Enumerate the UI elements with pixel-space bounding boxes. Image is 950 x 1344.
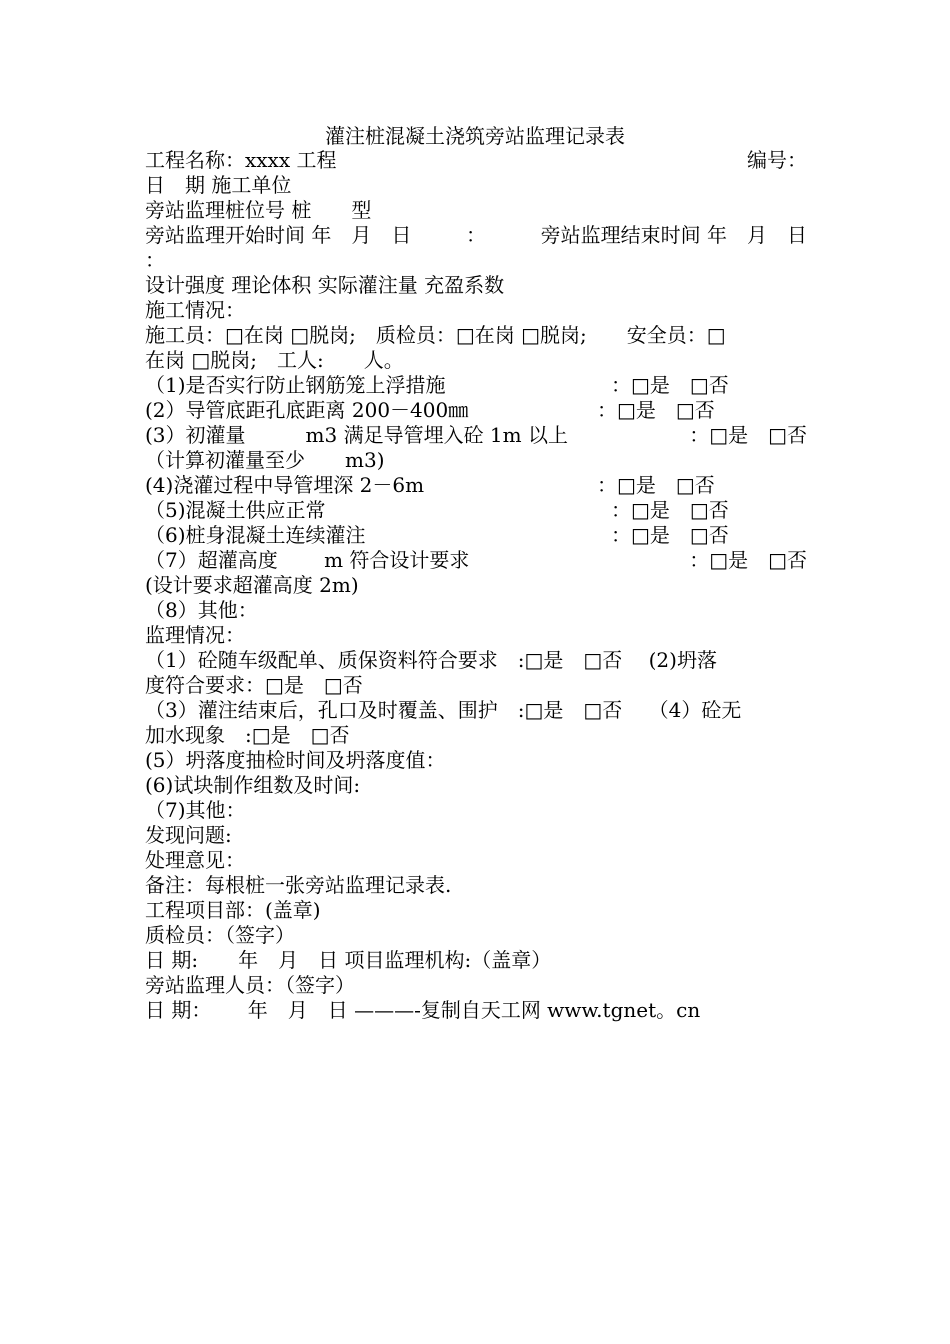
construction-item xyxy=(145,523,807,548)
construction-item-answer: ：□是 □否 xyxy=(611,523,729,547)
construction-item-answer: ：□是 □否 xyxy=(611,373,729,397)
construction-item xyxy=(145,498,807,523)
supervision-line-3: （3）灌注结束后，孔口及时覆盖、围护 :□是 □否 （4）砼无 xyxy=(145,698,742,722)
construction-item-text: （6)桩身混凝土连续灌注 xyxy=(145,523,366,547)
opinion-line: 处理意见： xyxy=(145,848,245,872)
date-line-1: 日 期: 年 月 日 项目监理机构:（盖章） xyxy=(145,948,552,972)
construction-item xyxy=(145,398,807,423)
construction-item-text: （5)混凝土供应正常 xyxy=(145,498,326,522)
problems-line: 发现问题: xyxy=(145,823,232,847)
supervision-line-2: 度符合要求：□是 □否 xyxy=(145,673,363,697)
construction-heading: 施工情况： xyxy=(145,298,245,322)
construction-item xyxy=(145,473,807,498)
construction-item xyxy=(145,598,807,623)
staff-line-2: 在岗 □脱岗; 工人: 人。 xyxy=(145,348,404,372)
end-time: 旁站监理结束时间 年 月 日 xyxy=(540,223,807,247)
construction-item-text: （8）其他： xyxy=(145,598,258,622)
construction-item-text: (4)浇灌过程中导管埋深 2－6m xyxy=(145,473,425,497)
end-colon: ： xyxy=(145,248,165,272)
pile-position-line: 旁站监理桩位号 桩 型 xyxy=(145,198,372,222)
supervision-line-5: (5）坍落度抽检时间及坍落度值： xyxy=(145,748,446,772)
supervision-line-6: (6)试块制作组数及时间: xyxy=(145,773,361,797)
supervisor-line: 旁站监理人员：（签字） xyxy=(145,973,355,997)
construction-item-answer: ：□是 □否 xyxy=(689,548,807,572)
staff-line-1: 施工员：□在岗 □脱岗; 质检员：□在岗 □脱岗; 安全员：□ xyxy=(145,323,726,347)
construction-item-text: （计算初灌量至少 m3) xyxy=(145,448,385,472)
construction-item-text: (设计要求超灌高度 2m) xyxy=(145,573,359,597)
construction-item-text: （7）超灌高度 m 符合设计要求 xyxy=(145,548,470,572)
project-dept-line: 工程项目部：(盖章) xyxy=(145,898,321,922)
supervision-line-1: （1）砼随车级配单、质保资料符合要求 :□是 □否 (2)坍落 xyxy=(145,648,717,672)
construction-item xyxy=(145,423,807,448)
supervision-line-7: （7)其他： xyxy=(145,798,246,822)
construction-item xyxy=(145,548,807,573)
supervision-heading: 监理情况： xyxy=(145,623,245,647)
design-line: 设计强度 理论体积 实际灌注量 充盈系数 xyxy=(145,273,505,297)
construction-item-text: （1)是否实行防止钢筋笼上浮措施 xyxy=(145,373,446,397)
construction-item-answer: ：□是 □否 xyxy=(611,498,729,522)
remark-line: 备注：每根桩一张旁站监理记录表. xyxy=(145,873,452,897)
construction-item xyxy=(145,573,807,598)
document-body xyxy=(145,148,807,1023)
construction-item-answer: ：□是 □否 xyxy=(597,473,715,497)
time-line xyxy=(145,223,807,248)
inspector-line: 质检员：（签字） xyxy=(145,923,295,947)
date-line-2: 日 期： 年 月 日 ———-复制自天工网 www.tgnet。cn xyxy=(145,998,701,1022)
construction-item-answer: ：□是 □否 xyxy=(689,423,807,447)
construction-item-text: (2）导管底距孔底距离 200－400㎜ xyxy=(145,398,469,422)
start-colon: ： xyxy=(466,223,486,247)
project-name-label: 工程名称：xxxx 工程 xyxy=(145,148,337,172)
date-unit-line: 日 期 施工单位 xyxy=(145,173,292,197)
construction-item-text: (3）初灌量 m3 满足导管埋入砼 1m 以上 xyxy=(145,423,568,447)
construction-item xyxy=(145,373,807,398)
start-time: 旁站监理开始时间 年 月 日 xyxy=(145,223,412,247)
construction-items xyxy=(145,373,807,623)
construction-item xyxy=(145,448,807,473)
document-title: 灌注桩混凝土浇筑旁站监理记录表 xyxy=(325,124,625,148)
project-line xyxy=(145,148,807,173)
construction-item-answer: ：□是 □否 xyxy=(597,398,715,422)
supervision-line-4: 加水现象 :□是 □否 xyxy=(145,723,350,747)
number-label: 编号： xyxy=(747,148,807,172)
